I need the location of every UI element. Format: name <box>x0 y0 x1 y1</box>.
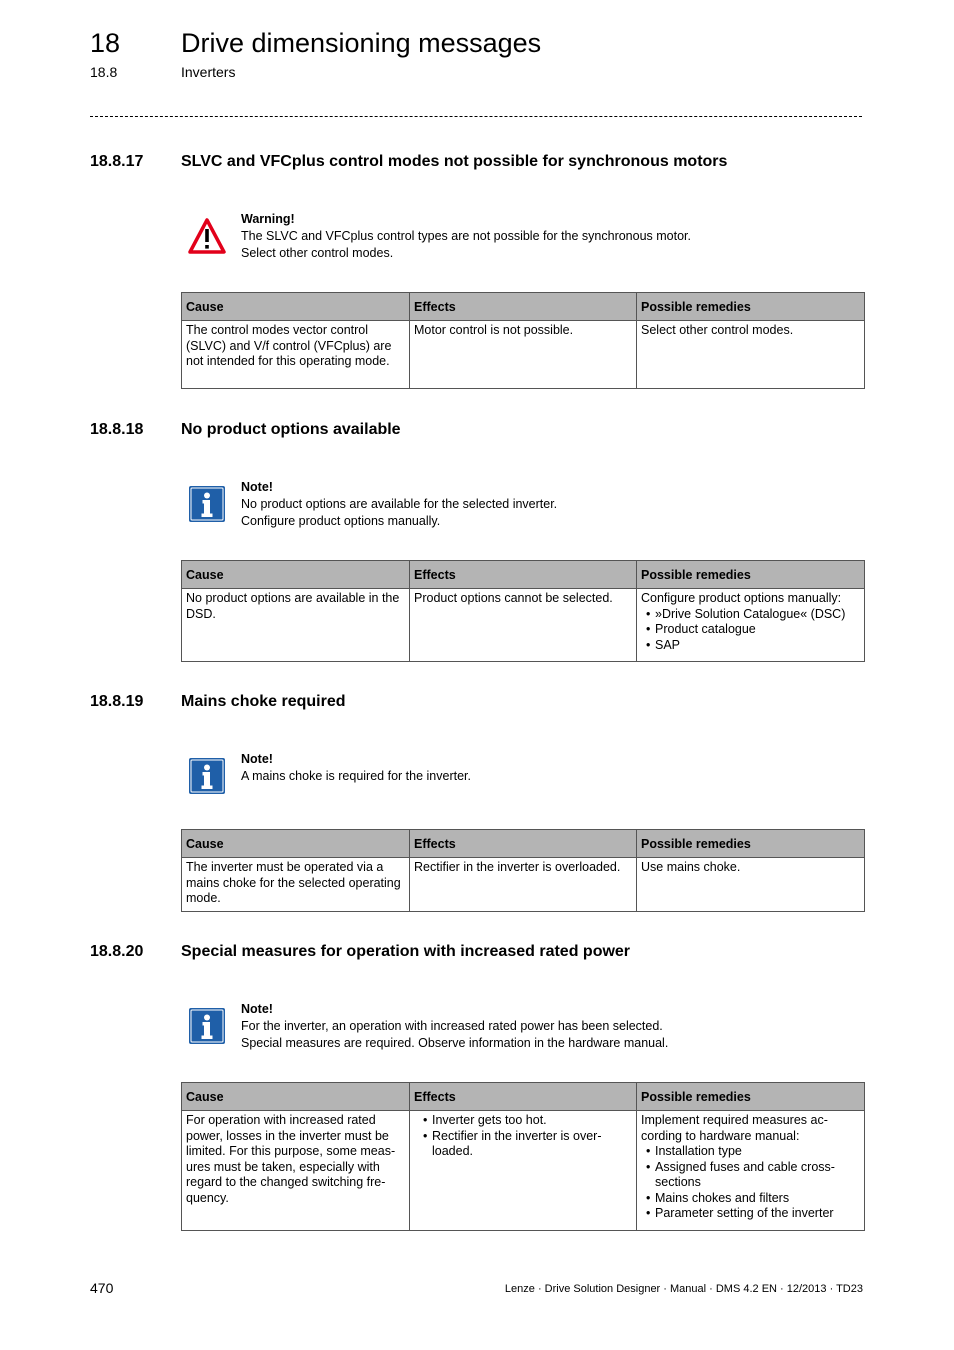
chapter-title: Drive dimensioning messages <box>181 28 542 58</box>
subsection-number: 18.8.18 <box>90 421 144 438</box>
notice-heading: Note! <box>241 480 273 494</box>
table-row <box>182 1111 865 1231</box>
effects-cell: Rectifier in the inverter is overloaded. <box>410 858 637 912</box>
notice-line: Configure product options manually. <box>241 514 441 528</box>
header-remedies: Possible remedies <box>637 561 865 589</box>
notice-line: For the inverter, an operation with increased rated power has been selected. <box>241 1019 663 1033</box>
effects-cell <box>410 1111 637 1231</box>
table-row <box>182 589 865 662</box>
header-effects: Effects <box>410 830 637 858</box>
header-cause: Cause <box>182 1083 410 1111</box>
header-cause: Cause <box>182 293 410 321</box>
remedies-list <box>641 607 860 654</box>
notice-heading: Note! <box>241 1002 273 1016</box>
warning-triangle-icon <box>188 217 226 255</box>
list-item: • SAP <box>655 638 860 654</box>
table-row <box>182 858 865 912</box>
remedies-intro: Configure product options manually: <box>641 591 842 605</box>
info-icon <box>188 485 226 523</box>
notice-line: No product options are available for the selected inverter. <box>241 497 558 511</box>
effects-cell: Product options cannot be selected. <box>410 589 637 662</box>
info-icon <box>188 757 226 795</box>
diagnosis-table <box>181 829 865 912</box>
remedies-intro: Implement required measures according to hardware manual: <box>641 1113 828 1143</box>
list-item: • Parameter setting of the inverter <box>655 1206 860 1222</box>
header-remedies: Possible remedies <box>637 1083 865 1111</box>
note-notice <box>241 1001 668 1052</box>
header-effects: Effects <box>410 1083 637 1111</box>
cause-cell: The control modes vector control (SLVC) and V/f control (VFCplus) are not intended for this operating mode. <box>182 321 410 389</box>
header-effects: Effects <box>410 561 637 589</box>
list-item: • Product catalogue <box>655 622 860 638</box>
table-row <box>182 321 865 389</box>
cause-cell: No product options are available in the DSD. <box>182 589 410 662</box>
effects-list <box>414 1113 632 1160</box>
notice-line: Special measures are required. Observe information in the hardware manual. <box>241 1036 669 1050</box>
remedies-cell: Select other control modes. <box>637 321 865 389</box>
notice-heading: Note! <box>241 752 273 766</box>
header-remedies: Possible remedies <box>637 830 865 858</box>
header-cause: Cause <box>182 830 410 858</box>
notice-line: Select other control modes. <box>241 246 394 260</box>
note-notice <box>241 479 557 530</box>
subsection-title: Special measures for operation with increased rated power <box>181 943 631 960</box>
page-number: 470 <box>90 1280 114 1296</box>
list-item: • »Drive Solution Catalogue« (DSC) <box>655 607 860 623</box>
header-effects: Effects <box>410 293 637 321</box>
diagnosis-table <box>181 1082 865 1231</box>
list-item: • Installation type <box>655 1144 860 1160</box>
notice-line: The SLVC and VFCplus control types are not possible for the synchronous motor. <box>241 229 691 243</box>
remedies-cell <box>637 1111 865 1231</box>
chapter-number: 18 <box>90 28 121 58</box>
section-title: Inverters <box>181 64 236 80</box>
remedies-cell: Use mains choke. <box>637 858 865 912</box>
subsection-title: SLVC and VFCplus control modes not possible for synchronous motors <box>181 153 728 170</box>
list-item: • Inverter gets too hot. <box>432 1113 632 1129</box>
remedies-cell <box>637 589 865 662</box>
note-notice <box>241 751 471 785</box>
subsection-title: Mains choke required <box>181 693 346 710</box>
header-cause: Cause <box>182 561 410 589</box>
diagnosis-table <box>181 292 865 389</box>
cause-cell: The inverter must be operated via a mains choke for the selected operating mode. <box>182 858 410 912</box>
subsection-title: No product options available <box>181 421 401 438</box>
info-icon <box>188 1007 226 1045</box>
header-divider <box>90 116 862 117</box>
document-info: Lenze · Drive Solution Designer · Manual · DMS 4.2 EN · 12/2013 · TD23 <box>504 1283 863 1295</box>
list-item: • Mains chokes and filters <box>655 1191 860 1207</box>
remedies-list <box>641 1144 860 1222</box>
list-item: • Assigned fuses and cable cross-sections <box>655 1160 860 1191</box>
warning-notice <box>241 211 691 262</box>
list-item: • Rectifier in the inverter is overloaded. <box>432 1129 632 1160</box>
subsection-number: 18.8.19 <box>90 693 144 710</box>
header-remedies: Possible remedies <box>637 293 865 321</box>
subsection-number: 18.8.17 <box>90 153 144 170</box>
diagnosis-table <box>181 560 865 662</box>
effects-cell: Motor control is not possible. <box>410 321 637 389</box>
subsection-number: 18.8.20 <box>90 943 144 960</box>
cause-cell: For operation with increased rated power, losses in the inverter must be limited. For this purpose, some measures must be taken, especially with regard to the changed switching frequency. <box>182 1111 410 1231</box>
section-number: 18.8 <box>90 64 118 80</box>
notice-heading: Warning! <box>241 212 295 226</box>
notice-line: A mains choke is required for the inverter. <box>241 769 471 783</box>
